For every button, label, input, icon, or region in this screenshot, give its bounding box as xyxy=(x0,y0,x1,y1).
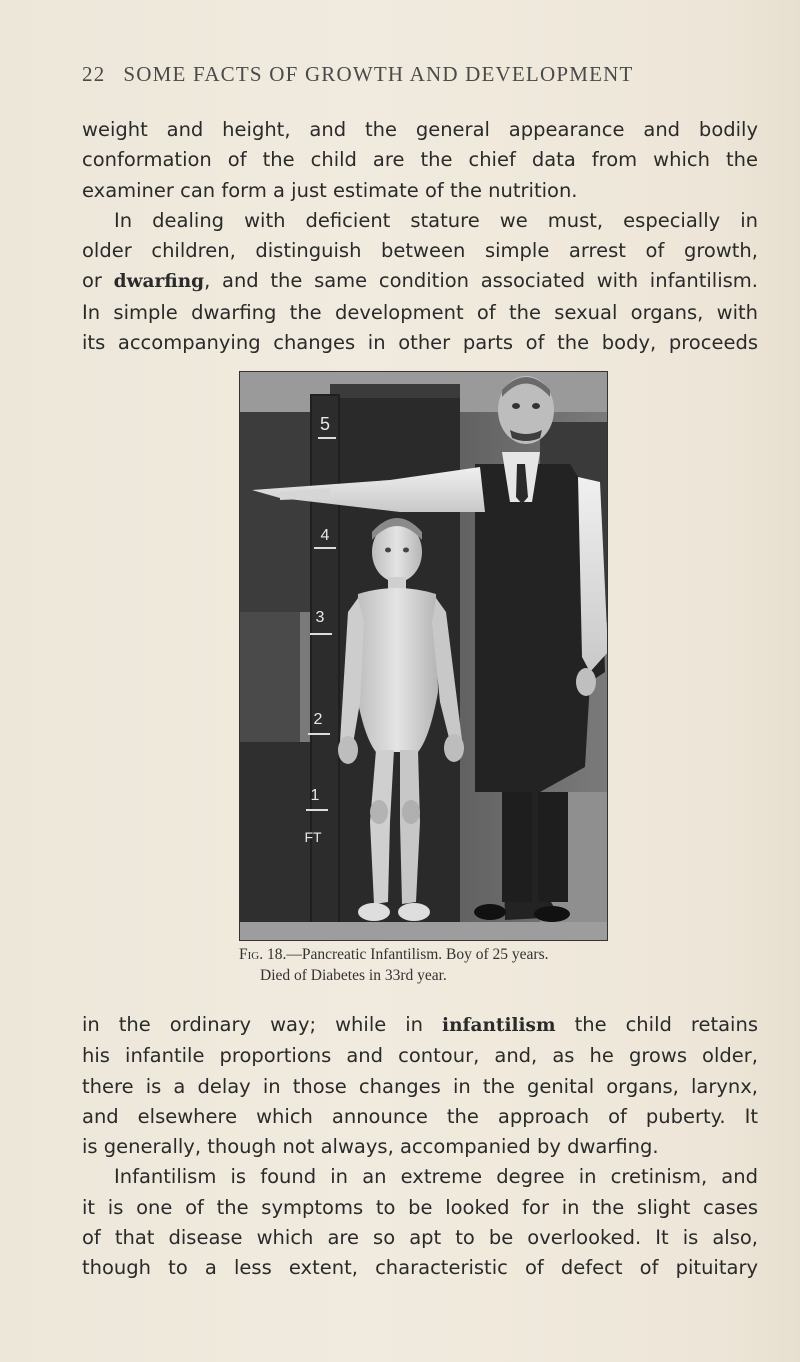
text-line: its accompanying changes in other parts of the body, proceeds xyxy=(82,331,758,355)
ruler-mark-5: 5 xyxy=(319,414,331,434)
text-fragment: the child retains xyxy=(574,1013,758,1036)
text-line-with-term xyxy=(82,266,758,297)
caption-line-2: Died of Diabetes in 33rd year. xyxy=(260,967,447,984)
paragraph-bottom xyxy=(82,1010,758,1284)
text-line: and elsewhere which announce the approach of puberty. It xyxy=(82,1104,758,1128)
page-number: 22 xyxy=(82,62,106,86)
ruler-mark-ft: FT xyxy=(304,829,322,845)
text-line: of that disease which are so apt to be overlooked. It is also, xyxy=(82,1226,758,1250)
text-fragment: in the ordinary way; while in xyxy=(82,1013,424,1036)
text-line: weight and height, and the general appearance and bodily xyxy=(82,118,758,141)
figure-caption xyxy=(239,944,669,986)
bold-term-dwarfing: dwarfing xyxy=(113,271,205,293)
figure-label: Fig. 18. xyxy=(239,946,287,963)
running-head xyxy=(82,62,742,87)
ruler-mark-3: 3 xyxy=(315,609,325,626)
text-line: there is a delay in those changes in the genital organs, larynx, xyxy=(82,1074,758,1098)
text-fragment: , and the same condition associated with infantilism. xyxy=(204,269,758,293)
text-line: older children, distinguish between simple arrest of growth, xyxy=(82,239,758,263)
text-fragment: or xyxy=(82,269,102,293)
text-line-with-term xyxy=(82,1010,758,1041)
running-head-title: SOME FACTS OF GROWTH AND DEVELOPMENT xyxy=(123,62,634,86)
text-line: conformation of the child are the chief data from which the xyxy=(82,148,758,172)
text-line: though to a less extent, characteristic of defect of pituitary xyxy=(82,1256,758,1280)
text-line: his infantile proportions and contour, and, as he grows older, xyxy=(82,1044,758,1068)
figure-photograph xyxy=(239,371,608,941)
ruler-mark-2: 2 xyxy=(313,711,323,728)
bold-term-infantilism: infantilism xyxy=(442,1015,556,1036)
text-line: it is one of the symptoms to be looked for in the slight cases xyxy=(82,1195,758,1219)
ruler-mark-1: 1 xyxy=(310,787,320,804)
text-line: examiner can form a just estimate of the nutrition. xyxy=(82,178,578,202)
text-line: is generally, though not always, accompanied by dwarfing. xyxy=(82,1135,659,1159)
paragraph-top xyxy=(82,115,758,358)
text-line: In dealing with deficient stature we must, especially in xyxy=(114,208,758,232)
photograph-illustration xyxy=(240,372,607,940)
text-line: In simple dwarfing the development of the sexual organs, with xyxy=(82,300,758,324)
text-line: Infantilism is found in an extreme degree in cretinism, and xyxy=(114,1165,758,1189)
caption-text-1: —Pancreatic Infantilism. Boy of 25 years. xyxy=(286,946,549,963)
ruler-mark-4: 4 xyxy=(320,527,330,544)
caption-line-1 xyxy=(239,944,669,965)
